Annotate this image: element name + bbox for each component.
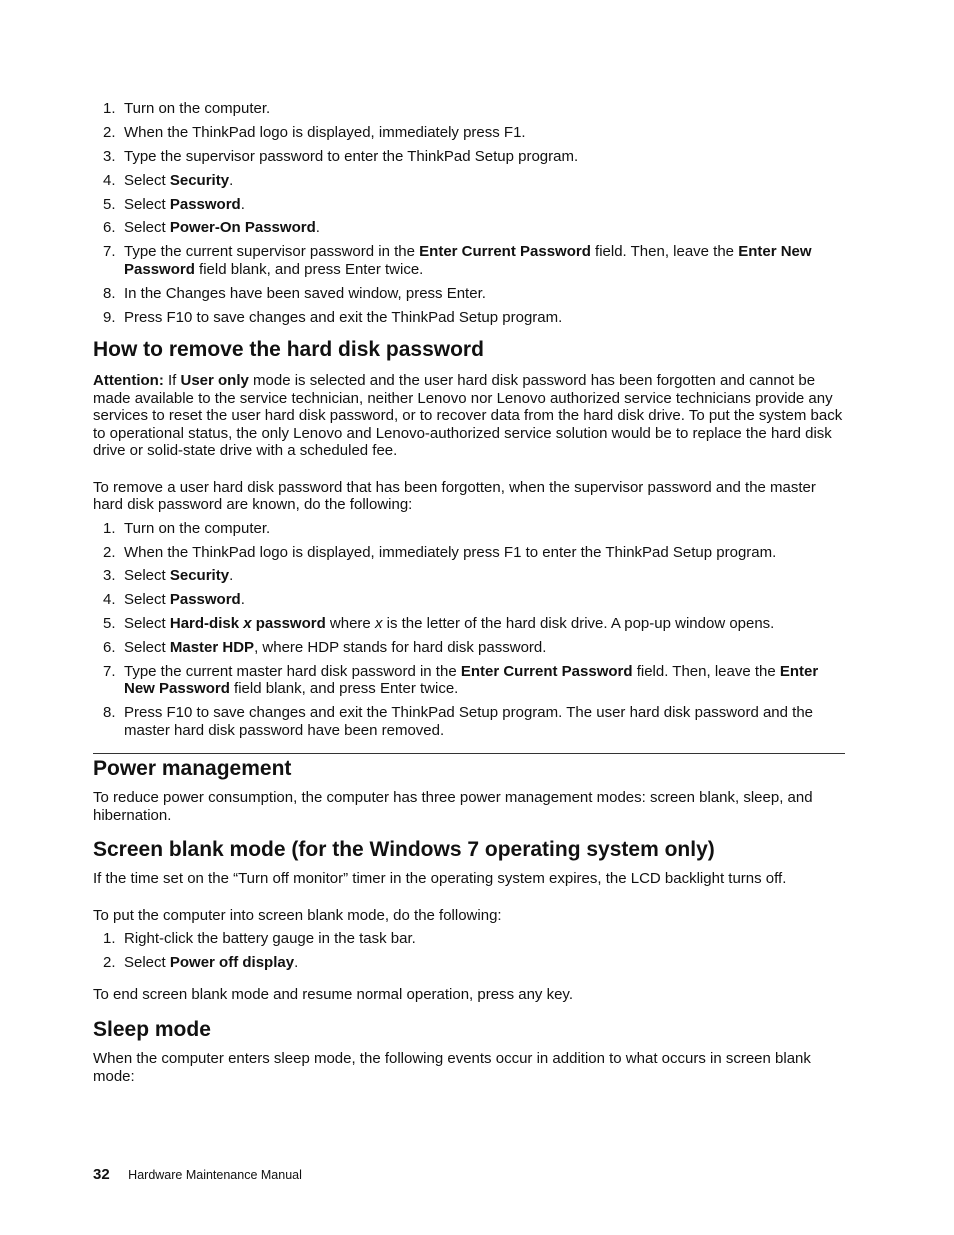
page-content [93, 100, 845, 1085]
list-item-number: 6. [103, 639, 116, 657]
list-item [93, 100, 845, 118]
list-item [93, 285, 845, 303]
list-item-text: Select Security. [124, 171, 234, 189]
list-item-text: Press F10 to save changes and exit the ThinkPad Setup program. [124, 308, 563, 326]
list-item-number: 4. [103, 591, 116, 609]
power-heading: Power management [93, 757, 292, 781]
list-item [93, 148, 845, 166]
list-item [93, 663, 845, 698]
list-item-text: Type the current master hard disk password in the Enter Current Password field. Then, leave the Enter New Password field blank, and press Enter twice. [124, 662, 819, 698]
screen-blank-text1: If the time set on the “Turn off monitor” timer in the operating system expires, the LCD backlight turns off. [93, 870, 787, 888]
list-item [93, 704, 845, 739]
list-item-number: 1. [103, 930, 116, 948]
list-item-number: 5. [103, 195, 116, 213]
list-item [93, 567, 845, 585]
list-item-text: Select Password. [124, 195, 245, 213]
list-item [93, 615, 845, 633]
list-item-number: 2. [103, 123, 116, 141]
list-item-text: Select Password. [124, 591, 245, 609]
list-item [93, 954, 845, 972]
list-item-number: 1. [103, 100, 116, 117]
list-item-number: 3. [103, 567, 116, 585]
list-item [93, 196, 845, 214]
list-item [93, 544, 845, 562]
list-item-text: Select Security. [124, 567, 234, 585]
list-item-number: 7. [103, 662, 116, 680]
list-item-number: 8. [103, 704, 116, 722]
list-item-text: In the Changes have been saved window, press Enter. [124, 284, 486, 302]
list-item [93, 172, 845, 190]
power-text: To reduce power consumption, the computer has three power management modes: screen blank, sleep, and hibernation. [93, 789, 813, 824]
attention-paragraph: Attention: If User only mode is selected and the user hard disk password has been forgotten and cannot be made available to the service technician, neither Lenovo nor Lenovo authorized service technicians provide any services to reset the user hard disk password, or to recover data from the hard disk drive. To put the system back to operational status, the only Lenovo and Lenovo-authorized service solution would be to replace the hard disk drive or solid-state drive with a scheduled fee. [93, 372, 843, 460]
page-footer [93, 1166, 302, 1183]
list-item-number: 5. [103, 615, 116, 633]
hdd-steps-list [93, 520, 845, 740]
screen-blank-steps-list [93, 930, 845, 971]
list-item [93, 219, 845, 237]
supervisor-steps-list [93, 100, 845, 326]
list-item-number: 2. [103, 543, 116, 561]
list-item-number: 6. [103, 219, 116, 237]
hdd-heading: How to remove the hard disk password [93, 338, 484, 362]
list-item-number: 4. [103, 171, 116, 189]
list-item-text: When the ThinkPad logo is displayed, immediately press F1 to enter the ThinkPad Setup program. [124, 543, 777, 561]
list-item-text: Select Power-On Password. [124, 219, 320, 237]
list-item [93, 930, 845, 948]
list-item-text: Type the current supervisor password in the Enter Current Password field. Then, leave the Enter New Password field blank, and press Enter twice. [124, 243, 812, 278]
screen-blank-heading: Screen blank mode (for the Windows 7 operating system only) [93, 838, 715, 862]
list-item-text: Select Hard-disk x password where x is the letter of the hard disk drive. A pop-up window opens. [124, 615, 775, 633]
screen-blank-text2: To put the computer into screen blank mode, do the following: [93, 906, 502, 924]
sleep-text: When the computer enters sleep mode, the following events occur in addition to what occurs in screen blank mode: [93, 1050, 811, 1085]
list-item [93, 591, 845, 609]
list-item [93, 124, 845, 142]
list-item-text: Select Master HDP, where HDP stands for hard disk password. [124, 639, 547, 657]
list-item-text: Right-click the battery gauge in the task bar. [124, 930, 416, 948]
page-number: 32 [93, 1166, 110, 1183]
list-item-number: 8. [103, 284, 116, 302]
manual-title: Hardware Maintenance Manual [128, 1168, 302, 1182]
hdd-intro: To remove a user hard disk password that has been forgotten, when the supervisor password and the master hard disk password are known, do the following: [93, 478, 816, 514]
list-item-text: When the ThinkPad logo is displayed, immediately press F1. [124, 123, 526, 141]
list-item-number: 2. [103, 954, 116, 972]
list-item [93, 309, 845, 327]
sleep-heading: Sleep mode [93, 1018, 211, 1042]
list-item-number: 3. [103, 147, 116, 165]
list-item [93, 520, 845, 538]
list-item-text: Turn on the computer. [124, 519, 271, 537]
list-item-text: Type the supervisor password to enter the ThinkPad Setup program. [124, 147, 579, 165]
screen-blank-text3: To end screen blank mode and resume normal operation, press any key. [93, 985, 573, 1003]
list-item-number: 7. [103, 243, 116, 261]
list-item [93, 243, 845, 278]
list-item-text: Press F10 to save changes and exit the ThinkPad Setup program. The user hard disk password and the master hard disk password have been removed. [124, 704, 814, 739]
section-divider [93, 753, 845, 754]
list-item-number: 1. [103, 519, 116, 537]
list-item-text: Turn on the computer. [124, 100, 271, 117]
list-item-text: Select Power off display. [124, 954, 299, 972]
list-item [93, 639, 845, 657]
list-item-number: 9. [103, 308, 116, 326]
